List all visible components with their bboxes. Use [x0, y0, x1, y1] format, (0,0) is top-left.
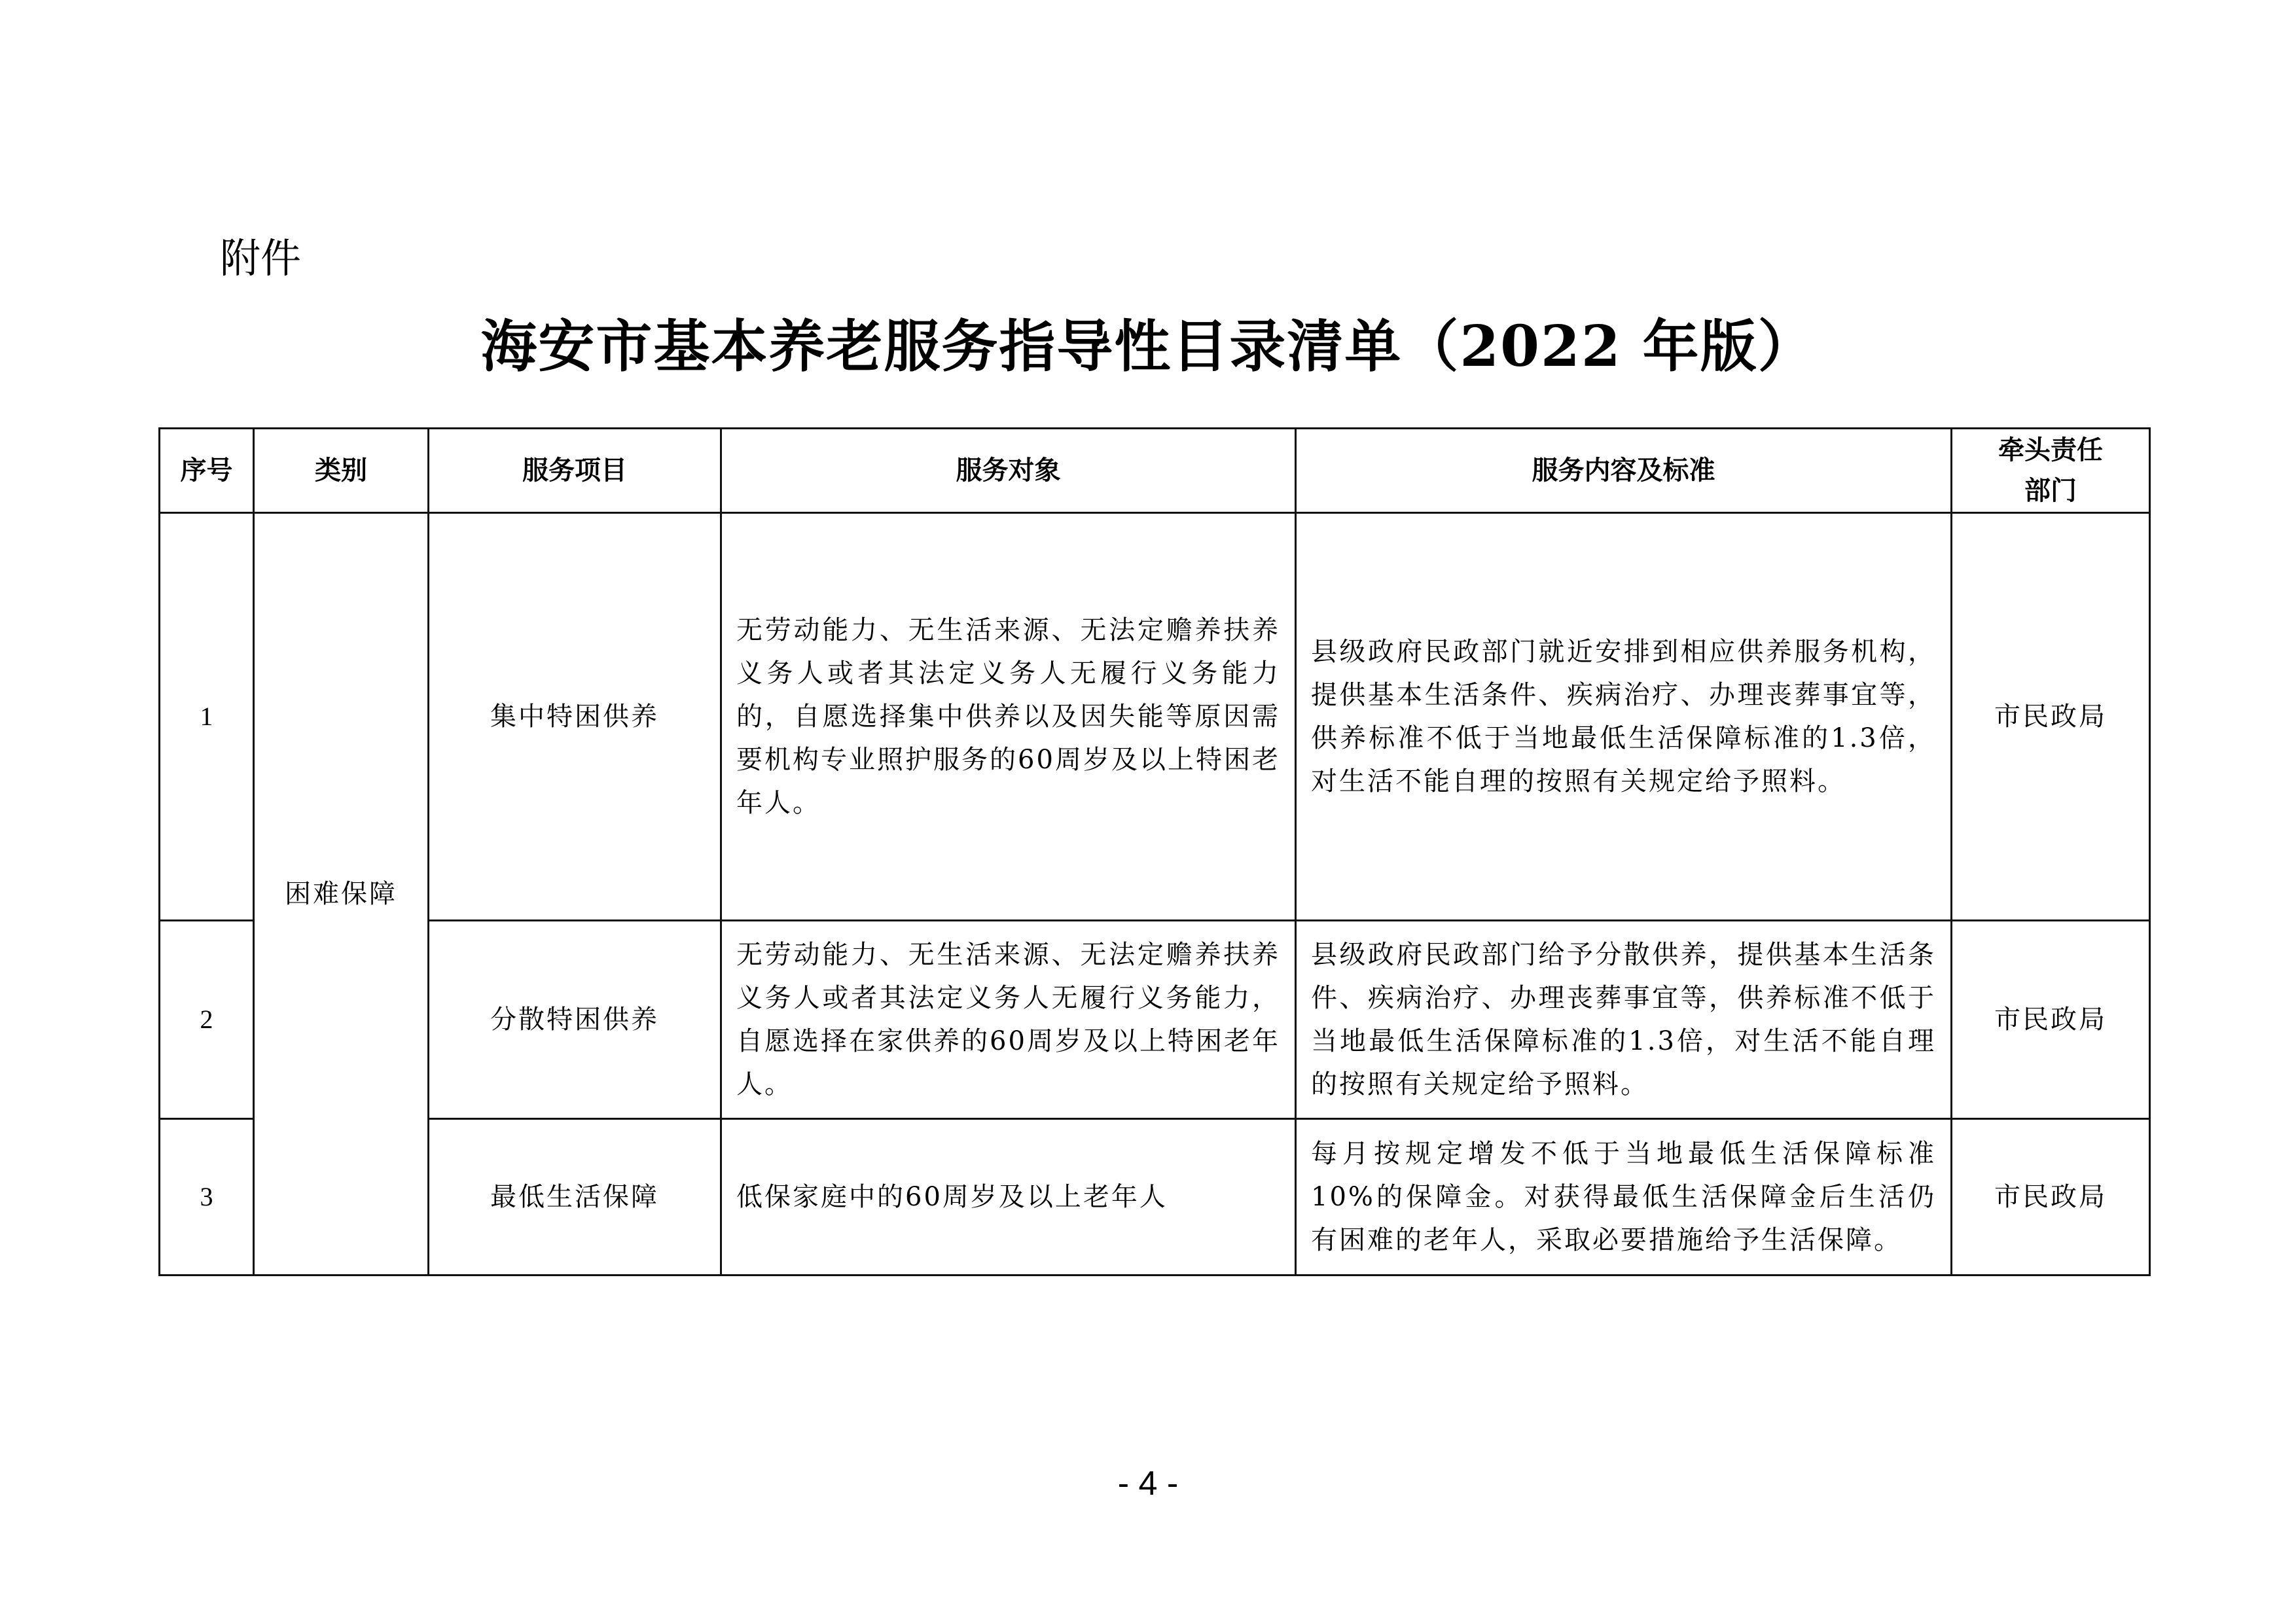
page-title: 海安市基本养老服务指导性目录清单（2022 年版）: [480, 313, 1816, 380]
service-content: 每月按规定增发不低于当地最低生活保障标准10%的保障金。对获得最低生活保障金后生活仍有困难的老年人，采取必要措施给予生活保障。: [1296, 1119, 1952, 1275]
header-lead-department-line2: 部门: [2024, 476, 2077, 506]
service-target: 低保家庭中的60周岁及以上老年人: [721, 1119, 1296, 1275]
category-label: 困难保障: [285, 879, 397, 909]
table-row: [160, 513, 2150, 921]
lead-department: 市民政局: [1952, 921, 2150, 1119]
service-item: 分散特困供养: [429, 921, 721, 1119]
attachment-label: 附件: [220, 234, 302, 282]
category-cell: [254, 513, 429, 1275]
service-item: 最低生活保障: [429, 1119, 721, 1275]
header-lead-department: [1952, 429, 2150, 513]
table-header-row: [160, 429, 2150, 513]
header-service-item: 服务项目: [429, 429, 721, 513]
service-content: 县级政府民政部门就近安排到相应供养服务机构，提供基本生活条件、疾病治疗、办理丧葬事宜等，供养标准不低于当地最低生活保障标准的1.3倍，对生活不能自理的按照有关规定给予照料。: [1296, 513, 1952, 921]
lead-department: 市民政局: [1952, 513, 2150, 921]
row-index: 1: [160, 513, 254, 921]
header-service-content: 服务内容及标准: [1296, 429, 1952, 513]
header-service-target: 服务对象: [721, 429, 1296, 513]
service-catalog-table: [158, 427, 2151, 1276]
service-content: 县级政府民政部门给予分散供养，提供基本生活条件、疾病治疗、办理丧葬事宜等，供养标准不低于当地最低生活保障标准的1.3倍，对生活不能自理的按照有关规定给予照料。: [1296, 921, 1952, 1119]
service-item: 集中特困供养: [429, 513, 721, 921]
service-target: 无劳动能力、无生活来源、无法定赡养扶养义务人或者其法定义务人无履行义务能力的，自愿选择集中供养以及因失能等原因需要机构专业照护服务的60周岁及以上特困老年人。: [721, 513, 1296, 921]
header-index: 序号: [160, 429, 254, 513]
table-row: [160, 1119, 2150, 1275]
header-lead-department-line1: 牵头责任: [1998, 435, 2103, 465]
page-number: - 4 -: [1117, 1465, 1179, 1503]
lead-department: 市民政局: [1952, 1119, 2150, 1275]
header-category: 类别: [254, 429, 429, 513]
table-row: [160, 921, 2150, 1119]
service-target: 无劳动能力、无生活来源、无法定赡养扶养义务人或者其法定义务人无履行义务能力，自愿选择在家供养的60周岁及以上特困老年人。: [721, 921, 1296, 1119]
row-index: 2: [160, 921, 254, 1119]
row-index: 3: [160, 1119, 254, 1275]
